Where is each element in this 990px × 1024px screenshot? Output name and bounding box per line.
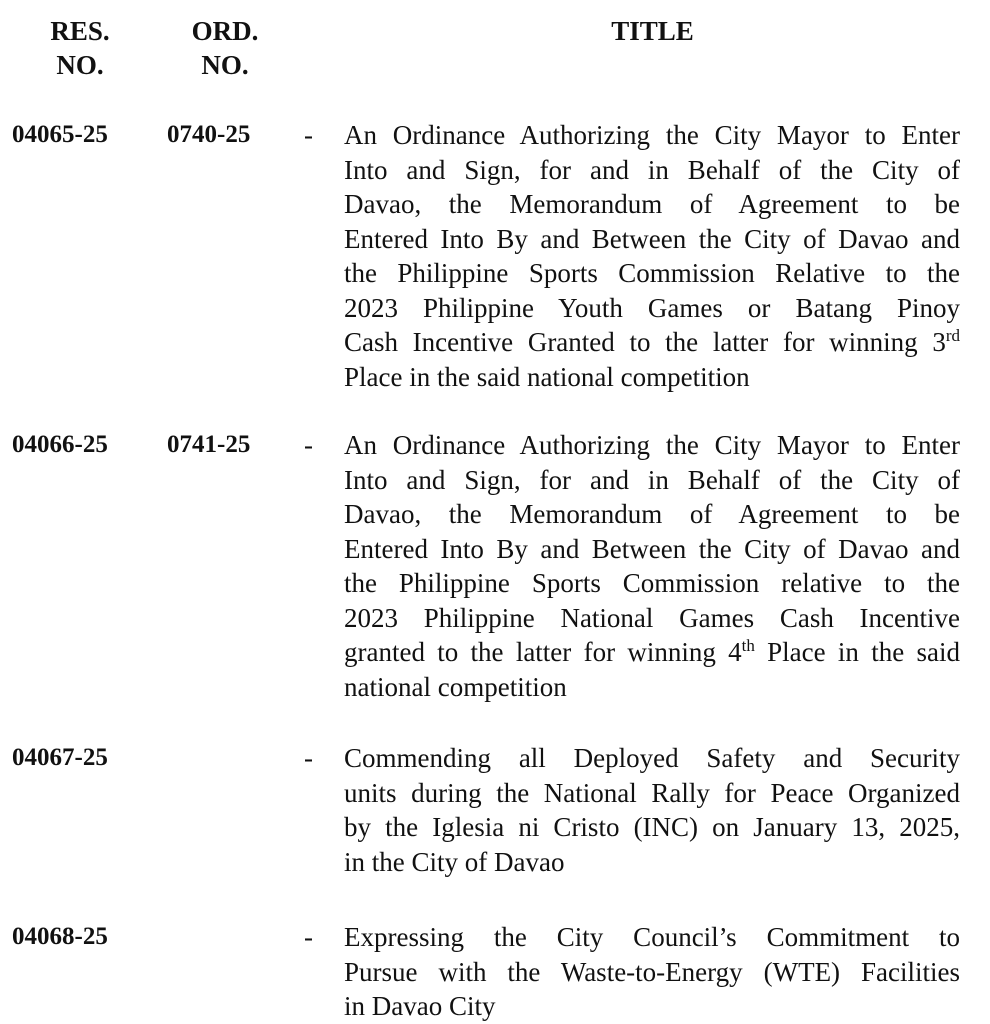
resolution-number: 04066-25 [12,431,108,458]
entry-dash: - [304,922,313,952]
title-line: Into and Sign, for and in Behalf of the City of [344,464,960,495]
header-title [345,14,960,48]
title-line: Entered Into By and Between the City of Davao and [344,533,960,564]
header-ord-line1: ORD. [191,16,259,46]
title-line-with-superscript [344,635,960,670]
header-ord-no [160,14,290,82]
title-line-with-superscript [344,325,960,360]
resolution-number: 04068-25 [12,923,108,950]
header-res-no [22,14,138,82]
title-line-text: granted to the latter for winning 4 [344,637,742,667]
title-line: the Philippine Sports Commission Relative to the [344,258,960,288]
header-res-line2: NO. [56,50,104,80]
title-line-suffix: Place in the said [754,637,960,667]
title-line: Davao, the Memorandum of Agreement to be [344,189,960,219]
resolution-number: 04067-25 [12,744,108,771]
ordinal-superscript: th [741,636,755,655]
title-line: An Ordinance Authorizing the City Mayor to Enter [344,120,960,150]
entry-dash: - [304,743,313,773]
title-line: Expressing the City Council’s Commitment to [344,922,960,952]
ordinal-superscript: rd [945,326,960,345]
resolution-title [344,920,960,1024]
title-line: Pursue with the Waste-to-Energy (WTE) Facilities [344,956,960,987]
title-line: units during the National Rally for Peace Organized [344,777,960,808]
header-ord-line2: NO. [201,50,249,80]
ordinance-number: 0741-25 [167,431,251,458]
title-line: 2023 Philippine National Games Cash Incentive [344,602,960,633]
title-line: Into and Sign, for and in Behalf of the City of [344,154,960,185]
title-line: Entered Into By and Between the City of Davao and [344,223,960,254]
header-title-text: TITLE [611,16,694,46]
title-line: Davao, the Memorandum of Agreement to be [344,499,960,529]
title-line: in the City of Davao [344,846,565,877]
entry-dash: - [304,120,313,150]
resolution-number: 04065-25 [12,121,108,148]
resolution-title [344,118,960,394]
resolution-title [344,428,960,704]
header-res-line1: RES. [50,16,110,46]
title-line: in Davao City [344,991,496,1021]
title-line: Commending all Deployed Safety and Security [344,743,960,773]
ordinance-number: 0740-25 [167,121,251,148]
resolution-title [344,741,960,879]
title-line: 2023 Philippine Youth Games or Batang Pinoy [344,292,960,323]
title-line: An Ordinance Authorizing the City Mayor to Enter [344,430,960,460]
title-line: Place in the said national competition [344,361,750,392]
title-line: national competition [344,671,567,702]
title-line: the Philippine Sports Commission relative to the [344,568,960,598]
title-line: by the Iglesia ni Cristo (INC) on January 13, 2025, [344,812,960,842]
title-line-text: Cash Incentive Granted to the latter for winning 3 [344,327,946,357]
entry-dash: - [304,430,313,460]
